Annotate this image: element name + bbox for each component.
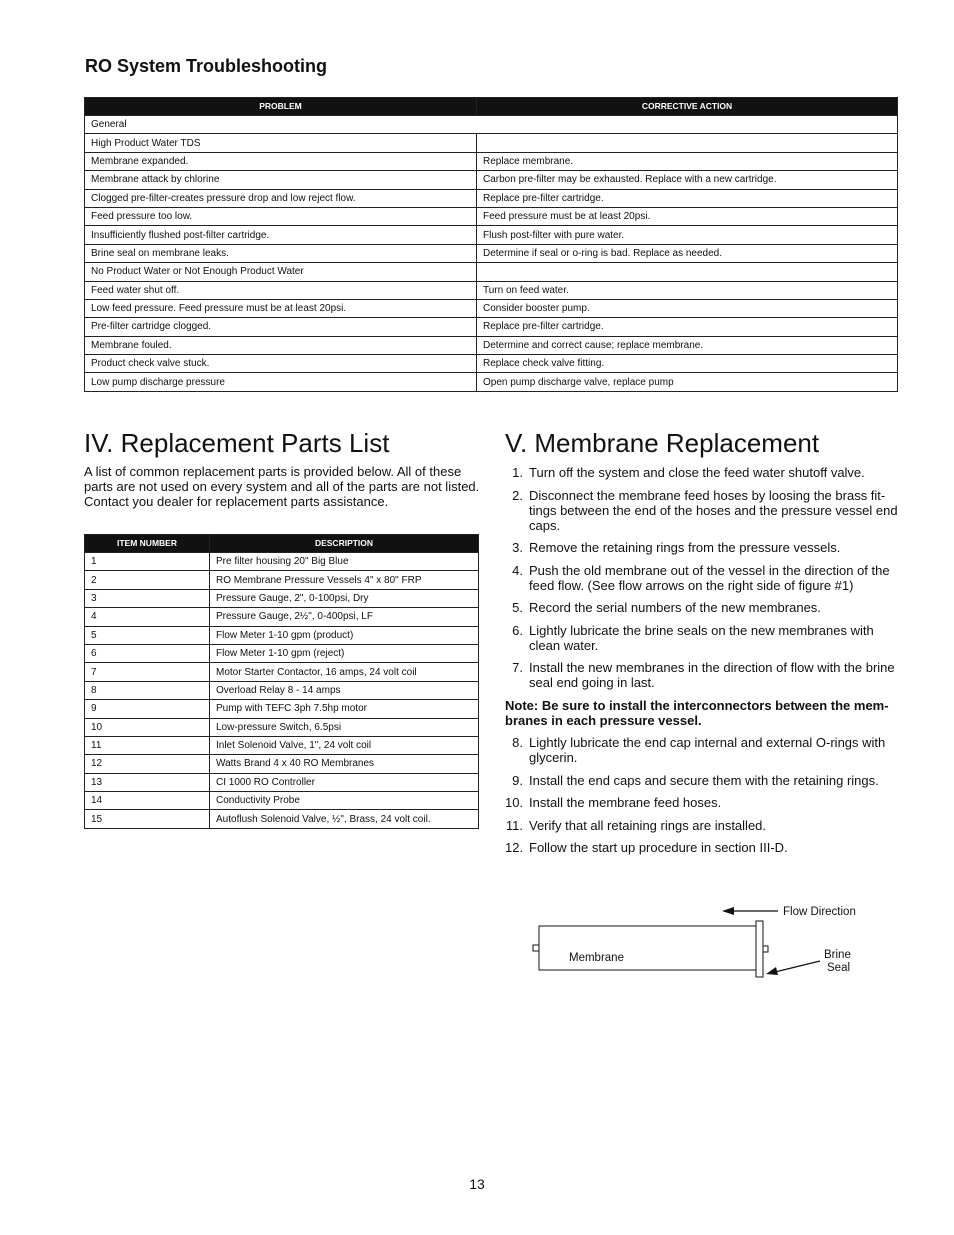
description-cell: Inlet Solenoid Valve, 1", 24 volt coil <box>210 736 479 754</box>
description-cell: Pressure Gauge, 2", 0-100psi, Dry <box>210 589 479 607</box>
description-cell: Autoflush Solenoid Valve, ½", Brass, 24 volt coil. <box>210 810 479 828</box>
item-number-cell: 8 <box>85 681 210 699</box>
table-row <box>85 608 479 626</box>
group-heading-row <box>85 263 898 281</box>
table-row <box>85 792 479 810</box>
step-number: 4. <box>512 562 523 578</box>
action-cell: Replace pre-filter cartridge. <box>477 189 898 207</box>
step-number: 11. <box>505 817 523 833</box>
table-row <box>85 644 479 662</box>
action-cell: Replace pre-filter cartridge. <box>477 318 898 336</box>
step-text: Disconnect the membrane feed hoses by loosing the brass fit-tings between the end of the hoses and the pressure vessel end caps. <box>529 487 898 533</box>
problem-cell: Feed pressure too low. <box>85 207 477 225</box>
column-header-action: CORRECTIVE ACTION <box>477 98 898 116</box>
step-number: 7. <box>512 660 523 675</box>
parts-list-intro: A list of common replacement parts is provided below. All of these parts are not used on every system and all of the parts are not listed. Contact you dealer for replacement parts assistance. <box>84 464 480 509</box>
table-row <box>85 373 898 391</box>
brine-pointer-head <box>766 967 778 975</box>
problem-cell: Insufficiently flushed post-filter cartridge. <box>85 226 477 244</box>
troubleshooting-table <box>84 97 898 392</box>
problem-cell: Low feed pressure. Feed pressure must be at least 20psi. <box>85 299 477 317</box>
table-row <box>85 244 898 262</box>
brine-seal <box>756 921 763 977</box>
membrane-left-connector <box>533 945 539 951</box>
table-row <box>85 718 479 736</box>
action-cell: Determine and correct cause; replace membrane. <box>477 336 898 354</box>
table-row <box>85 189 898 207</box>
list-item <box>505 623 900 653</box>
item-number-cell: 6 <box>85 644 210 662</box>
step-number: 10. <box>505 795 524 810</box>
problem-cell: Brine seal on membrane leaks. <box>85 244 477 262</box>
table-row <box>85 226 898 244</box>
membrane-label: Membrane <box>569 952 624 964</box>
list-item <box>505 795 900 810</box>
step-number: 3. <box>512 540 523 555</box>
membrane-figure <box>520 895 880 990</box>
description-cell: Overload Relay 8 - 14 amps <box>210 681 479 699</box>
table-row <box>85 355 898 373</box>
list-item <box>505 818 900 833</box>
action-cell: Replace check valve fitting. <box>477 355 898 373</box>
column-header-item-number: ITEM NUMBER <box>85 535 210 553</box>
troubleshooting-title: RO System Troubleshooting <box>85 56 328 76</box>
table-row <box>85 171 898 189</box>
seal-label: Seal <box>827 962 851 974</box>
action-cell: Flush post-filter with pure water. <box>477 226 898 244</box>
group-heading-empty <box>477 263 898 281</box>
description-cell: Pressure Gauge, 2½", 0-400psi, LF <box>210 608 479 626</box>
list-item <box>505 465 900 480</box>
item-number-cell: 9 <box>85 700 210 718</box>
table-row <box>85 571 479 589</box>
problem-cell: Low pump discharge pressure <box>85 373 477 391</box>
membrane-steps <box>505 465 900 863</box>
item-number-cell: 2 <box>85 571 210 589</box>
table-row <box>85 152 898 170</box>
step-text: Record the serial numbers of the new membranes. <box>529 600 821 615</box>
table-row <box>85 773 479 791</box>
action-cell: Determine if seal or o-ring is bad. Replace as needed. <box>477 244 898 262</box>
step-number: 2. <box>512 487 523 503</box>
list-item <box>505 540 900 555</box>
action-cell: Open pump discharge valve, replace pump <box>477 373 898 391</box>
membrane-replacement-title: V. Membrane Replacement <box>505 428 820 458</box>
step-number: 9. <box>512 772 523 788</box>
step-text: Verify that all retaining rings are installed. <box>529 817 767 833</box>
step-text: Install the membrane feed hoses. <box>529 795 722 810</box>
step-text: Follow the start up procedure in section III-D. <box>529 840 788 855</box>
step-text: Lightly lubricate the brine seals on the new membranes with clean water. <box>529 622 874 653</box>
item-number-cell: 12 <box>85 755 210 773</box>
list-item <box>505 660 900 690</box>
action-cell: Consider booster pump. <box>477 299 898 317</box>
problem-cell: Membrane fouled. <box>85 336 477 354</box>
table-row <box>85 281 898 299</box>
column-header-description: DESCRIPTION <box>210 535 479 553</box>
table-row <box>85 589 479 607</box>
action-cell: Carbon pre-filter may be exhausted. Replace with a new cartridge. <box>477 171 898 189</box>
membrane-note: Note: Be sure to install the interconnectors between the mem-branes in each pressure vessel. <box>505 697 889 728</box>
step-number: 12. <box>505 840 524 855</box>
page-number: 13 <box>469 1176 485 1192</box>
table-row <box>85 553 479 571</box>
table-row <box>85 207 898 225</box>
table-row <box>85 663 479 681</box>
item-number-cell: 11 <box>85 736 210 754</box>
action-cell: Turn on feed water. <box>477 281 898 299</box>
table-row <box>85 299 898 317</box>
table-row <box>85 626 479 644</box>
item-number-cell: 7 <box>85 663 210 681</box>
table-header-row <box>85 535 479 553</box>
item-number-cell: 1 <box>85 553 210 571</box>
item-number-cell: 3 <box>85 589 210 607</box>
item-number-cell: 4 <box>85 608 210 626</box>
section-label: General <box>85 116 898 134</box>
description-cell: RO Membrane Pressure Vessels 4" x 80" FRP <box>210 571 479 589</box>
table-row <box>85 318 898 336</box>
description-cell: Pump with TEFC 3ph 7.5hp motor <box>210 700 479 718</box>
section-row <box>85 116 898 134</box>
problem-cell: Feed water shut off. <box>85 281 477 299</box>
action-cell: Replace membrane. <box>477 152 898 170</box>
table-header-row <box>85 98 898 116</box>
problem-cell: Pre-filter cartridge clogged. <box>85 318 477 336</box>
problem-cell: Membrane expanded. <box>85 152 477 170</box>
list-item <box>505 600 900 615</box>
group-heading-row <box>85 134 898 152</box>
item-number-cell: 10 <box>85 718 210 736</box>
group-heading-empty <box>477 134 898 152</box>
list-item <box>505 840 900 855</box>
list-item <box>505 773 900 788</box>
step-number: 5. <box>512 600 523 615</box>
list-item <box>505 563 900 593</box>
step-text: Remove the retaining rings from the pressure vessels. <box>529 540 841 555</box>
table-row <box>85 810 479 828</box>
item-number-cell: 14 <box>85 792 210 810</box>
problem-cell: Membrane attack by chlorine <box>85 171 477 189</box>
step-number: 6. <box>512 622 523 638</box>
membrane-right-connector <box>763 946 768 952</box>
table-row <box>85 700 479 718</box>
problem-cell: Clogged pre-filter-creates pressure drop and low reject flow. <box>85 189 477 207</box>
step-number: 8. <box>512 735 523 750</box>
table-row <box>85 681 479 699</box>
column-header-problem: PROBLEM <box>85 98 477 116</box>
brine-label: Brine <box>824 949 851 961</box>
step-text: Lightly lubricate the end cap internal and external O-rings with glycerin. <box>529 735 886 765</box>
table-row <box>85 336 898 354</box>
list-item <box>505 488 900 533</box>
description-cell: Low-pressure Switch, 6.5psi <box>210 718 479 736</box>
description-cell: Conductivity Probe <box>210 792 479 810</box>
problem-cell: Product check valve stuck. <box>85 355 477 373</box>
flow-arrow-head <box>722 907 734 915</box>
item-number-cell: 5 <box>85 626 210 644</box>
flow-direction-label: Flow Direction <box>783 906 856 918</box>
table-row <box>85 755 479 773</box>
description-cell: Flow Meter 1-10 gpm (reject) <box>210 644 479 662</box>
description-cell: CI 1000 RO Controller <box>210 773 479 791</box>
list-item <box>505 735 900 765</box>
item-number-cell: 15 <box>85 810 210 828</box>
step-number: 1. <box>512 465 523 480</box>
description-cell: Watts Brand 4 x 40 RO Membranes <box>210 755 479 773</box>
parts-list-title: IV. Replacement Parts List <box>84 428 390 458</box>
step-text: Push the old membrane out of the vessel in the direction of the feed flow. (See flow arrows on the right side of figure #1) <box>529 562 890 593</box>
action-cell: Feed pressure must be at least 20psi. <box>477 207 898 225</box>
table-row <box>85 736 479 754</box>
group-heading: High Product Water TDS <box>85 134 477 152</box>
item-number-cell: 13 <box>85 773 210 791</box>
brine-pointer-line <box>775 961 820 972</box>
description-cell: Motor Starter Contactor, 16 amps, 24 volt coil <box>210 663 479 681</box>
step-text: Install the end caps and secure them with the retaining rings. <box>529 772 879 788</box>
step-text: Install the new membranes in the direction of flow with the brine seal end going in last. <box>529 660 895 690</box>
step-text: Turn off the system and close the feed water shutoff valve. <box>529 465 865 480</box>
parts-table <box>84 534 479 829</box>
description-cell: Flow Meter 1-10 gpm (product) <box>210 626 479 644</box>
group-heading: No Product Water or Not Enough Product Water <box>85 263 477 281</box>
description-cell: Pre filter housing 20" Big Blue <box>210 553 479 571</box>
